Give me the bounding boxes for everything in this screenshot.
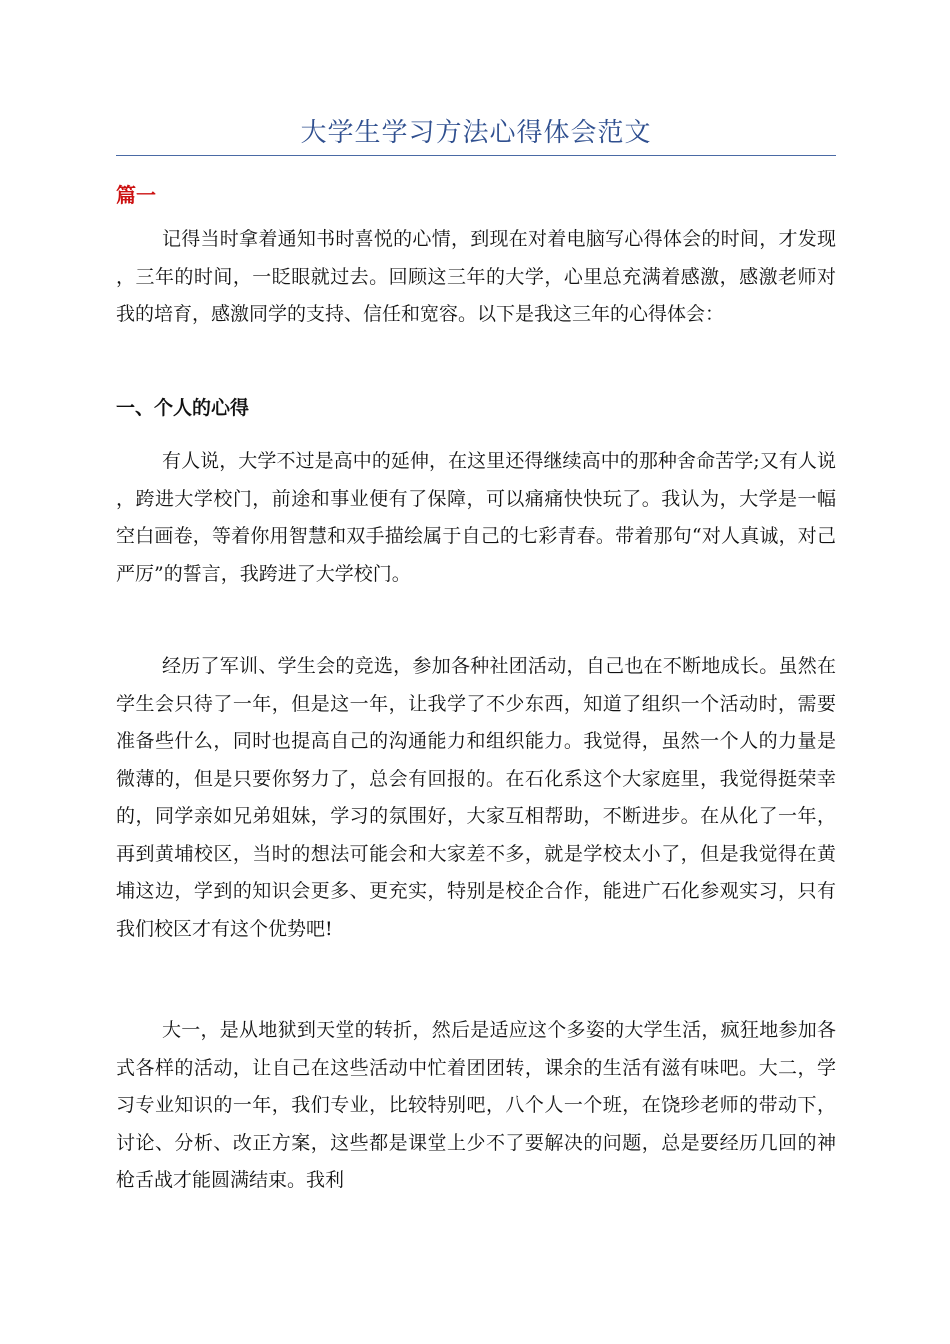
intro-paragraph: 记得当时拿着通知书时喜悦的心情，到现在对着电脑写心得体会的时间，才发现，三年的时间，一眨眼就过去。回顾这三年的大学，心里总充满着感激，感激老师对我的培育，感激同学的支持、信任和宽容。以下是我这三年的心得体会：: [116, 228, 836, 325]
title-divider: [116, 155, 836, 156]
subheading-personal: 一、个人的心得: [116, 397, 250, 419]
paragraph-experience: 经历了军训、学生会的竞选，参加各种社团活动，自己也在不断地成长。虽然在学生会只待了一年，但是这一年，让我学了不少东西，知道了组织一个活动时，需要准备些什么，同时也提高自己的沟通能力和组织能力。我觉得，虽然一个人的力量是微薄的，但是只要你努力了，总会有回报的。在石化系这个大家庭里，我觉得挺荣幸的，同学亲如兄弟姐妹，学习的氛围好，大家互相帮助，不断进步。在从化了一年，再到黄埔校区，当时的想法可能会和大家差不多，就是学校太小了，但是我觉得在黄埔这边，学到的知识会更多、更充实，特别是校企合作，能进广石化参观实习，只有我们校区才有这个优势吧!: [116, 655, 836, 940]
paragraph-university-view: 有人说，大学不过是高中的延伸，在这里还得继续高中的那种舍命苦学;又有人说，跨进大学校门，前途和事业便有了保障，可以痛痛快快玩了。我认为，大学是一幅空白画卷，等着你用智慧和双手描绘属于自己的七彩青春。带着那句“对人真诚，对己严厉”的誓言，我跨进了大学校门。: [116, 450, 836, 585]
section-label: 篇一: [116, 183, 156, 207]
page-title: 大学生学习方法心得体会范文: [300, 118, 652, 148]
paragraph-years: 大一，是从地狱到天堂的转折，然后是适应这个多姿的大学生活，疯狂地参加各式各样的活动，让自己在这些活动中忙着团团转，课余的生活有滋有味吧。大二，学习专业知识的一年，我们专业，比较特别吧，八个人一个班，在饶珍老师的带动下，讨论、分析、改正方案，这些都是课堂上少不了要解决的问题，总是要经历几回的神枪舌战才能圆满结束。我利: [116, 1019, 836, 1191]
